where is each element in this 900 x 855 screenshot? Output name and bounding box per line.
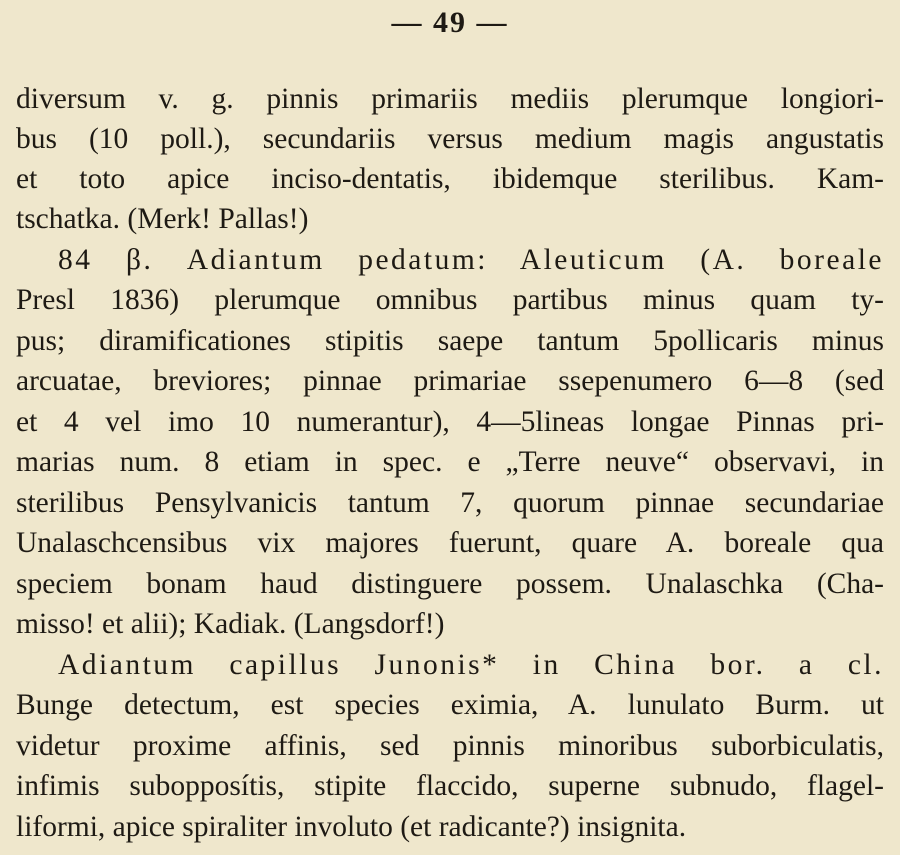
- text-line: arcuatae, breviores; pinnae primariae ssepenumero 6—8 (sed: [16, 365, 884, 397]
- text-line: Bunge detectum, est species eximia, A. lunulato Burm. ut: [16, 689, 884, 721]
- text-line: misso! et alii); Kadiak. (Langsdorf!): [16, 608, 445, 640]
- text-line: videtur proxime affinis, sed pinnis minoribus suborbiculatis,: [16, 730, 884, 762]
- text-line: infimis subopposítis, stipite flaccido, superne subnudo, flagel-: [16, 770, 884, 802]
- text-line: Presl 1836) plerumque omnibus partibus minus quam ty-: [16, 284, 884, 316]
- text-line: liformi, apice spiraliter involuto (et radicante?) insignita.: [16, 811, 687, 843]
- text-line: sterilibus Pensylvanicis tantum 7, quorum pinnae secundariae: [16, 487, 884, 519]
- text-line: pus; diramificationes stipitis saepe tantum 5pollicaris minus: [16, 325, 884, 357]
- text-line: et 4 vel imo 10 numerantur), 4—5lineas longae Pinnas pri-: [16, 406, 884, 438]
- text-line: marias num. 8 etiam in spec. e „Terre neuve“ observavi, in: [16, 446, 884, 478]
- text-line: Unalaschcensibus vix majores fuerunt, quare A. boreale qua: [16, 527, 884, 559]
- text-line: 84 β. Adiantum pedatum: Aleuticum (A. boreale: [58, 244, 884, 276]
- text-line: diversum v. g. pinnis primariis mediis plerumque longiori-: [16, 83, 884, 115]
- text-line: tschatka. (Merk! Pallas!): [16, 203, 309, 235]
- text-line: et toto apice inciso-dentatis, ibidemque sterilibus. Kam-: [16, 163, 884, 195]
- text-line: Adiantum capillus Junonis* in China bor. a cl.: [58, 649, 884, 681]
- text-line: bus (10 poll.), secundariis versus medium magis angustatis: [16, 123, 884, 155]
- page-number-header: — 49 —: [391, 6, 509, 39]
- text-line: speciem bonam haud distinguere possem. Unalaschka (Cha-: [16, 568, 884, 600]
